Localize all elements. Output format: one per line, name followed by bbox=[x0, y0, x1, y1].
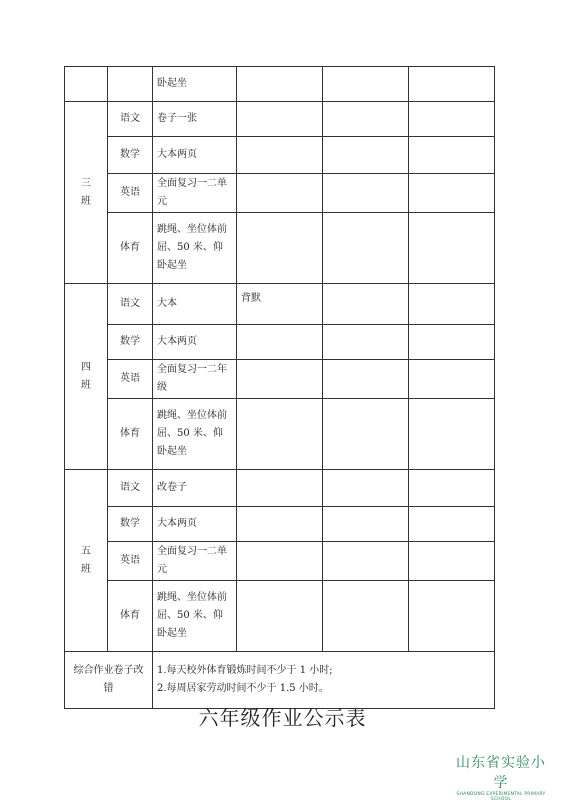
task-cell: 大本 bbox=[153, 284, 237, 325]
empty-cell bbox=[323, 399, 409, 470]
task-cell: 卧起坐 bbox=[153, 67, 237, 102]
table-row bbox=[65, 213, 495, 284]
task-cell: 卷子一张 bbox=[153, 102, 237, 137]
empty-cell bbox=[409, 137, 495, 174]
subject-cell: 英语 bbox=[108, 542, 153, 581]
task-cell: 大本两页 bbox=[153, 507, 237, 542]
empty-cell bbox=[323, 174, 409, 213]
table-row bbox=[65, 325, 495, 360]
subject-cell bbox=[108, 67, 153, 102]
table-row bbox=[65, 542, 495, 581]
task-cell: 改卷子 bbox=[153, 470, 237, 507]
empty-cell bbox=[323, 507, 409, 542]
summary-row bbox=[65, 652, 495, 709]
empty-cell bbox=[323, 470, 409, 507]
table-row bbox=[65, 102, 495, 137]
class-name-cell: 五 班 bbox=[65, 470, 108, 652]
school-logo-name: 山东省实验小学 bbox=[456, 755, 546, 791]
empty-cell bbox=[409, 581, 495, 652]
task-cell: 全面复习一二单元 bbox=[153, 542, 237, 581]
empty-cell bbox=[237, 67, 323, 102]
empty-cell bbox=[323, 360, 409, 399]
empty-cell bbox=[409, 174, 495, 213]
note-cell bbox=[237, 137, 323, 174]
note-cell bbox=[237, 213, 323, 284]
note-cell bbox=[237, 360, 323, 399]
empty-cell bbox=[409, 284, 495, 325]
empty-cell bbox=[323, 137, 409, 174]
homework-table bbox=[64, 66, 495, 709]
subject-cell: 英语 bbox=[108, 174, 153, 213]
subject-cell: 数学 bbox=[108, 325, 153, 360]
empty-cell bbox=[323, 102, 409, 137]
subject-cell: 语文 bbox=[108, 470, 153, 507]
empty-cell bbox=[409, 507, 495, 542]
task-cell: 跳绳、坐位体前屈、50 米、仰卧起坐 bbox=[153, 399, 237, 470]
subject-cell: 数学 bbox=[108, 137, 153, 174]
task-cell: 大本两页 bbox=[153, 325, 237, 360]
table-row bbox=[65, 67, 495, 102]
empty-cell bbox=[323, 67, 409, 102]
summary-notes bbox=[153, 652, 495, 709]
empty-cell bbox=[323, 542, 409, 581]
subject-cell: 语文 bbox=[108, 102, 153, 137]
table-row bbox=[65, 507, 495, 542]
empty-cell bbox=[409, 213, 495, 284]
note-cell bbox=[237, 102, 323, 137]
class-name-cell: 四 班 bbox=[65, 284, 108, 470]
task-cell: 跳绳、坐位体前屈、50 米、仰卧起坐 bbox=[153, 213, 237, 284]
empty-cell bbox=[323, 325, 409, 360]
note-cell bbox=[237, 581, 323, 652]
subject-cell: 体育 bbox=[108, 581, 153, 652]
page-title: 六年级作业公示表 bbox=[198, 706, 367, 730]
task-cell: 全面复习一二单元 bbox=[153, 174, 237, 213]
subject-cell: 英语 bbox=[108, 360, 153, 399]
table-row bbox=[65, 581, 495, 652]
table-row bbox=[65, 360, 495, 399]
table-row bbox=[65, 137, 495, 174]
school-logo-english: SHANDONG EXPERIMENTAL PRIMARY SCHOOL bbox=[456, 792, 546, 802]
task-cell: 全面复习一二年级 bbox=[153, 360, 237, 399]
table-row bbox=[65, 399, 495, 470]
class-cell bbox=[65, 67, 108, 102]
subject-cell: 语文 bbox=[108, 284, 153, 325]
summary-label: 综合作业卷子改错 bbox=[65, 652, 153, 709]
subject-cell: 体育 bbox=[108, 399, 153, 470]
empty-cell bbox=[409, 470, 495, 507]
empty-cell bbox=[409, 102, 495, 137]
empty-cell bbox=[409, 399, 495, 470]
empty-cell bbox=[323, 284, 409, 325]
task-cell: 大本两页 bbox=[153, 137, 237, 174]
table-row bbox=[65, 284, 495, 325]
subject-cell: 体育 bbox=[108, 213, 153, 284]
note-cell bbox=[237, 470, 323, 507]
note-cell bbox=[237, 399, 323, 470]
school-logo bbox=[451, 752, 551, 802]
task-cell: 跳绳、坐位体前屈、50 米、仰卧起坐 bbox=[153, 581, 237, 652]
class-name-cell: 三 班 bbox=[65, 102, 108, 284]
note-cell bbox=[237, 174, 323, 213]
note-cell: 背默 bbox=[237, 284, 323, 325]
empty-cell bbox=[409, 67, 495, 102]
empty-cell bbox=[323, 581, 409, 652]
empty-cell bbox=[323, 213, 409, 284]
empty-cell bbox=[409, 542, 495, 581]
note-cell bbox=[237, 507, 323, 542]
table-row bbox=[65, 174, 495, 213]
summary-line: 2.每周居家劳动时间不少于 1.5 小时。 bbox=[157, 683, 329, 694]
note-cell bbox=[237, 542, 323, 581]
summary-line: 1.每天校外体育锻炼时间不少于 1 小时; bbox=[157, 665, 333, 676]
table-row bbox=[65, 470, 495, 507]
subject-cell: 数学 bbox=[108, 507, 153, 542]
empty-cell bbox=[409, 360, 495, 399]
note-cell bbox=[237, 325, 323, 360]
empty-cell bbox=[409, 325, 495, 360]
